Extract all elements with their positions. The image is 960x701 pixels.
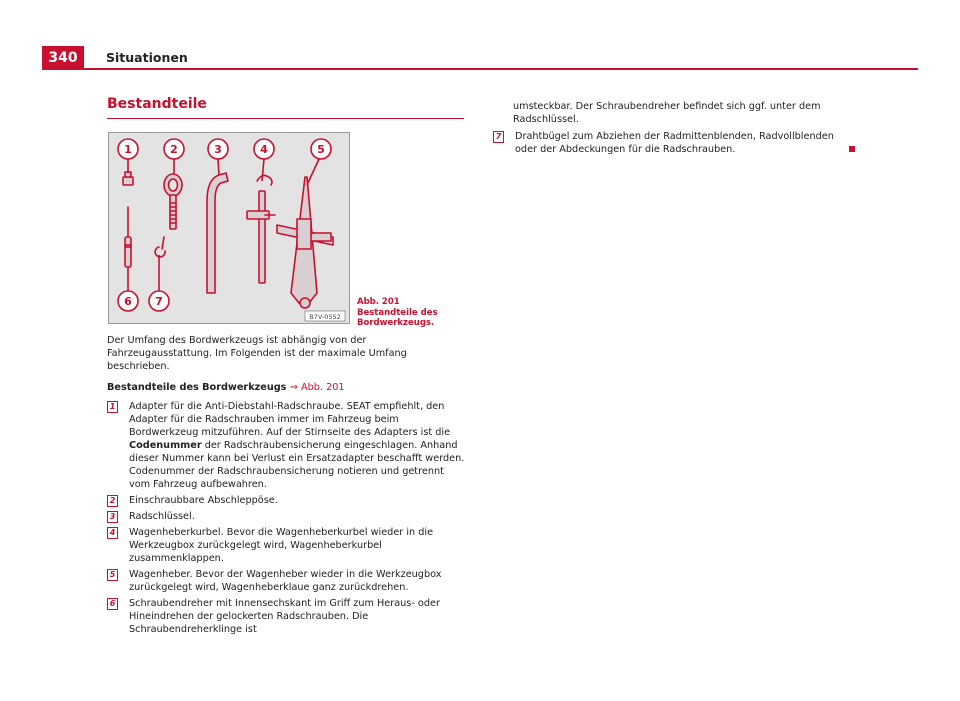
jack-crank-drawing [247,175,275,283]
figure-reference-link[interactable]: ⇒ Abb. 201 [289,382,345,393]
caption-text: Bestandteile des Bordwerkzeugs. [357,307,438,328]
figure-caption [357,297,467,329]
page-number: 340 [42,46,84,68]
item-text: Einschraubbare Abschleppöse. [129,495,278,506]
item-text: der Radschraubensicherung eingeschlagen. Anhand dieser Nummer kann bei Verlust ein Ersatzadapter beschafft werden. Codenummer der Radschraubensicherung notieren und getrennt vom Fahrzeug aufbewahren. [129,440,465,490]
callout-5: 5 [317,143,325,156]
callout-7: 7 [155,295,163,308]
list-item [107,597,467,636]
item-text: Drahtbügel zum Abziehen der Radmittenblenden, Radvollblenden oder der Abdeckungen für die Radschrauben. [515,131,834,155]
callout-6: 6 [124,295,132,308]
item-text: Radschlüssel. [129,511,195,522]
section-rule [107,118,464,119]
jack-drawing [277,177,333,308]
item-text: Adapter für die Anti-Diebstahl-Radschraube. SEAT empfiehlt, den Adapter für die Radschrauben immer im Fahrzeug beim Bordwerkzeug mitzuführen. Auf der Stirnseite des Adapters ist die [129,401,451,438]
list-heading [107,381,467,394]
callout-2: 2 [170,143,178,156]
item-number-badge: 5 [107,569,118,581]
image-code: B7V-0552 [309,313,341,321]
item-number-badge: 6 [107,598,118,610]
left-column [107,334,467,639]
item-number-badge: 2 [107,495,118,507]
header-rule [42,68,918,70]
callout-3: 3 [214,143,222,156]
right-column [493,100,853,159]
item-number-badge: 1 [107,401,118,413]
intro-paragraph: Der Umfang des Bordwerkzeugs ist abhängig von der Fahrzeugausstattung. Im Folgenden ist der maximale Umfang beschrieben. [107,335,407,372]
item-6-continuation: umsteckbar. Der Schraubendreher befindet sich ggf. unter dem Radschlüssel. [513,101,821,125]
code-number-term: Codenummer [129,440,202,451]
item-number-badge: 7 [493,131,504,143]
item-number-badge: 4 [107,527,118,539]
wheel-wrench-drawing [207,173,228,293]
list-item [107,526,467,565]
screwdriver-drawing [125,207,131,267]
section-end-marker [849,146,855,152]
adapter-drawing [123,172,133,185]
caption-number: Abb. 201 [357,297,400,307]
item-text: Wagenheberkurbel. Bevor die Wagenheberkurbel wieder in die Werkzeugbox zurückgelegt wird, Wagenheberkurbel zusammenklappen. [129,527,434,564]
towing-eye-drawing [164,174,182,229]
callout-1: 1 [124,143,132,156]
wire-hook-drawing [155,237,165,257]
list-item [493,130,853,156]
chapter-title: Situationen [106,50,188,65]
section-title: Bestandteile [107,96,207,112]
item-text: Schraubendreher mit Innensechskant im Griff zum Heraus- oder Hineindrehen der gelockerten Radschrauben. Die Schraubendreherklinge ist [129,598,440,635]
list-item [107,510,467,523]
item-text: Wagenheber. Bevor der Wagenheber wieder in die Werkzeugbox zurückgelegt wird, Wagenheberklaue ganz zurückdrehen. [129,569,442,593]
list-item [107,568,467,594]
callout-4: 4 [260,143,268,156]
list-heading-text: Bestandteile des Bordwerkzeugs [107,382,287,393]
list-item [107,494,467,507]
tool-kit-figure [108,132,350,324]
list-item [107,400,467,491]
item-number-badge: 3 [107,511,118,523]
